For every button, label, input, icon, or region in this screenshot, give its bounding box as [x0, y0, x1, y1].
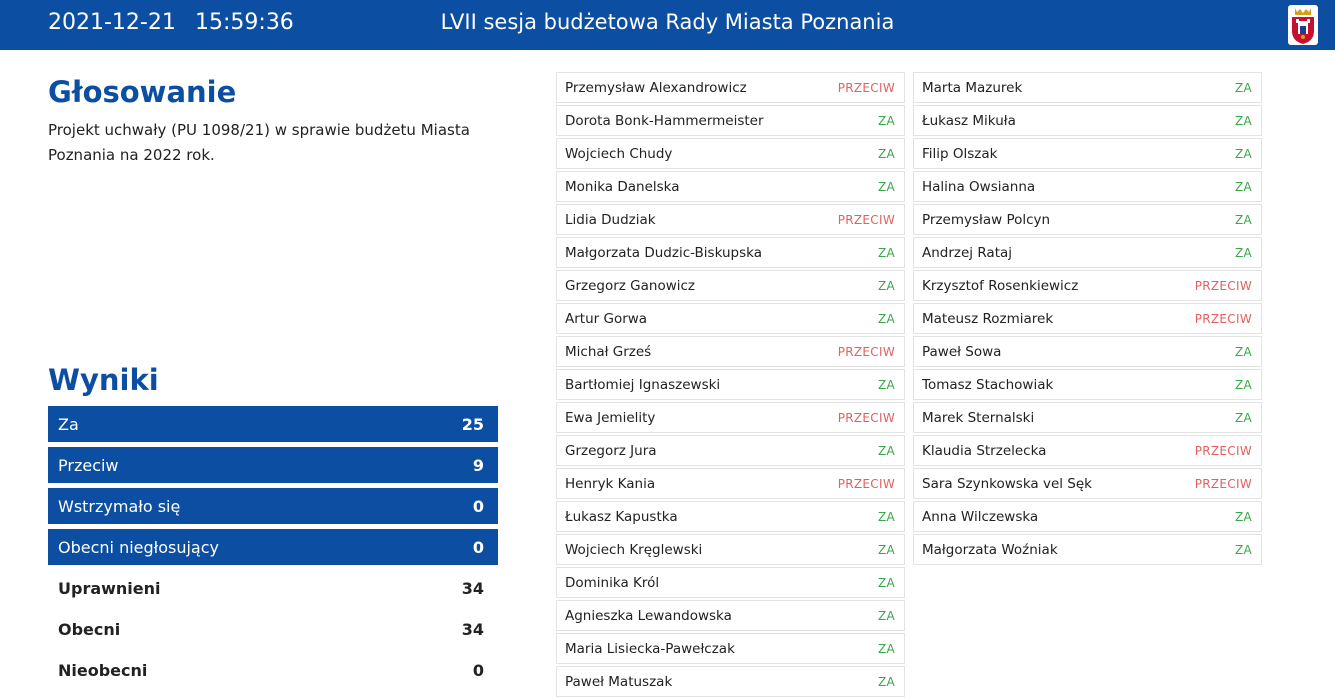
councillor-vote: PRZECIW — [1194, 443, 1252, 458]
councillor-vote: ZA — [1234, 113, 1252, 128]
councillor-row — [556, 468, 905, 499]
councillor-name: Przemysław Alexandrowicz — [565, 79, 747, 96]
councillor-vote: ZA — [1234, 377, 1252, 392]
councillor-vote: ZA — [877, 311, 895, 326]
result-value: 25 — [461, 414, 484, 434]
result-label: Przeciw — [58, 455, 119, 475]
results-table — [48, 406, 498, 693]
councillor-row — [913, 105, 1262, 136]
councillor-row — [556, 600, 905, 631]
councillor-name: Małgorzata Dudzic-Biskupska — [565, 244, 762, 261]
councillor-row — [913, 270, 1262, 301]
result-nieobecni — [48, 652, 498, 688]
councillor-row — [556, 204, 905, 235]
vote-heading: Głosowanie — [48, 75, 237, 109]
councillor-vote: PRZECIW — [1194, 278, 1252, 293]
councillor-vote: ZA — [877, 542, 895, 557]
councillor-vote: ZA — [877, 113, 895, 128]
councillor-row — [556, 567, 905, 598]
councillor-vote: PRZECIW — [837, 410, 895, 425]
councillor-name: Filip Olszak — [922, 145, 998, 162]
councillor-row — [913, 402, 1262, 433]
result-value: 0 — [472, 496, 484, 516]
councillor-vote: ZA — [877, 641, 895, 656]
councillor-vote: ZA — [877, 245, 895, 260]
councillor-name: Krzysztof Rosenkiewicz — [922, 277, 1079, 294]
result-label: Wstrzymało się — [58, 496, 181, 516]
councillor-row — [913, 501, 1262, 532]
result-value: 34 — [461, 619, 484, 639]
councillor-vote: PRZECIW — [837, 476, 895, 491]
councillor-name: Monika Danelska — [565, 178, 680, 195]
result-uprawnieni — [48, 570, 498, 606]
councillor-row — [913, 468, 1262, 499]
councillor-row — [556, 270, 905, 301]
councillor-name: Michał Grześ — [565, 343, 652, 360]
councillor-name: Dorota Bonk-Hammermeister — [565, 112, 764, 129]
councillor-name: Bartłomiej Ignaszewski — [565, 376, 721, 393]
councillor-vote: ZA — [1234, 179, 1252, 194]
councillor-name: Mateusz Rozmiarek — [922, 310, 1054, 327]
session-date: 2021-12-21 — [48, 10, 176, 35]
councillor-name: Sara Szynkowska vel Sęk — [922, 475, 1093, 492]
councillor-vote: ZA — [1234, 212, 1252, 227]
councillor-name: Wojciech Kręglewski — [565, 541, 703, 558]
councillor-name: Marta Mazurek — [922, 79, 1023, 96]
councillor-name: Marek Sternalski — [922, 409, 1035, 426]
councillor-name: Artur Gorwa — [565, 310, 648, 327]
councillor-row — [556, 138, 905, 169]
councillor-row — [556, 303, 905, 334]
councillor-name: Dominika Król — [565, 574, 660, 591]
councillor-name: Grzegorz Ganowicz — [565, 277, 696, 294]
councillor-row — [913, 303, 1262, 334]
councillor-name: Henryk Kania — [565, 475, 656, 492]
councillor-vote: ZA — [1234, 344, 1252, 359]
councillor-list-right — [913, 72, 1262, 567]
councillor-row — [556, 336, 905, 367]
result-obecni-nieglosujacy — [48, 529, 498, 565]
councillor-row — [556, 237, 905, 268]
councillor-row — [556, 534, 905, 565]
result-value: 0 — [472, 660, 484, 680]
councillor-name: Anna Wilczewska — [922, 508, 1039, 525]
councillor-row — [556, 435, 905, 466]
vote-section — [48, 72, 498, 168]
councillor-vote: ZA — [1234, 410, 1252, 425]
councillor-vote: ZA — [1234, 509, 1252, 524]
councillor-row — [913, 72, 1262, 103]
councillor-name: Agnieszka Lewandowska — [565, 607, 732, 624]
vote-description: Projekt uchwały (PU 1098/21) w sprawie budżetu Miasta Poznania na 2022 rok. — [48, 121, 470, 164]
councillor-vote: ZA — [877, 377, 895, 392]
councillor-row — [556, 633, 905, 664]
councillor-row — [556, 666, 905, 697]
councillor-list-left — [556, 72, 905, 699]
councillor-name: Lidia Dudziak — [565, 211, 656, 228]
result-label: Nieobecni — [58, 660, 148, 680]
councillor-vote: ZA — [877, 278, 895, 293]
councillor-row — [913, 204, 1262, 235]
councillor-vote: ZA — [877, 608, 895, 623]
result-przeciw — [48, 447, 498, 483]
councillor-vote: ZA — [877, 179, 895, 194]
councillor-row — [556, 105, 905, 136]
councillor-row — [913, 369, 1262, 400]
councillor-vote: ZA — [1234, 245, 1252, 260]
councillor-row — [913, 171, 1262, 202]
councillor-name: Halina Owsianna — [922, 178, 1036, 195]
councillor-name: Małgorzata Woźniak — [922, 541, 1058, 558]
councillor-name: Paweł Matuszak — [565, 673, 673, 690]
top-bar — [0, 0, 1335, 50]
councillor-vote: PRZECIW — [837, 344, 895, 359]
councillor-name: Paweł Sowa — [922, 343, 1002, 360]
results-heading: Wyniki — [48, 363, 159, 397]
councillor-name: Grzegorz Jura — [565, 442, 657, 459]
councillor-row — [556, 501, 905, 532]
councillor-name: Maria Lisiecka-Pawełczak — [565, 640, 735, 657]
councillor-vote: PRZECIW — [1194, 311, 1252, 326]
councillor-row — [913, 138, 1262, 169]
councillor-vote: PRZECIW — [837, 212, 895, 227]
result-label: Uprawnieni — [58, 578, 161, 598]
councillor-name: Łukasz Mikuła — [922, 112, 1016, 129]
councillor-row — [556, 402, 905, 433]
councillor-vote: ZA — [877, 575, 895, 590]
councillor-name: Przemysław Polcyn — [922, 211, 1051, 228]
councillor-row — [556, 369, 905, 400]
result-label: Za — [58, 414, 79, 434]
councillor-vote: ZA — [1234, 146, 1252, 161]
result-value: 34 — [461, 578, 484, 598]
session-time: 15:59:36 — [195, 10, 294, 35]
councillor-vote: PRZECIW — [1194, 476, 1252, 491]
councillor-vote: ZA — [877, 146, 895, 161]
councillor-vote: PRZECIW — [837, 80, 895, 95]
councillor-row — [913, 237, 1262, 268]
councillor-name: Andrzej Rataj — [922, 244, 1013, 261]
result-label: Obecni — [58, 619, 121, 639]
session-title: LVII sesja budżetowa Rady Miasta Poznania — [440, 10, 895, 34]
councillor-row — [913, 435, 1262, 466]
poznan-coat-of-arms-icon — [1287, 4, 1319, 46]
councillor-row — [913, 534, 1262, 565]
councillor-vote: ZA — [877, 509, 895, 524]
result-wstrzymalo — [48, 488, 498, 524]
councillor-vote: ZA — [877, 443, 895, 458]
councillor-row — [556, 171, 905, 202]
councillor-name: Klaudia Strzelecka — [922, 442, 1047, 459]
councillor-name: Tomasz Stachowiak — [922, 376, 1054, 393]
result-label: Obecni niegłosujący — [58, 537, 219, 557]
councillor-vote: ZA — [1234, 80, 1252, 95]
councillor-row — [913, 336, 1262, 367]
result-obecni — [48, 611, 498, 647]
result-value: 9 — [472, 455, 484, 475]
councillor-name: Wojciech Chudy — [565, 145, 673, 162]
councillor-row — [556, 72, 905, 103]
councillor-vote: ZA — [1234, 542, 1252, 557]
councillor-name: Ewa Jemielity — [565, 409, 656, 426]
result-value: 0 — [472, 537, 484, 557]
result-za — [48, 406, 498, 442]
councillor-vote: ZA — [877, 674, 895, 689]
councillor-name: Łukasz Kapustka — [565, 508, 678, 525]
